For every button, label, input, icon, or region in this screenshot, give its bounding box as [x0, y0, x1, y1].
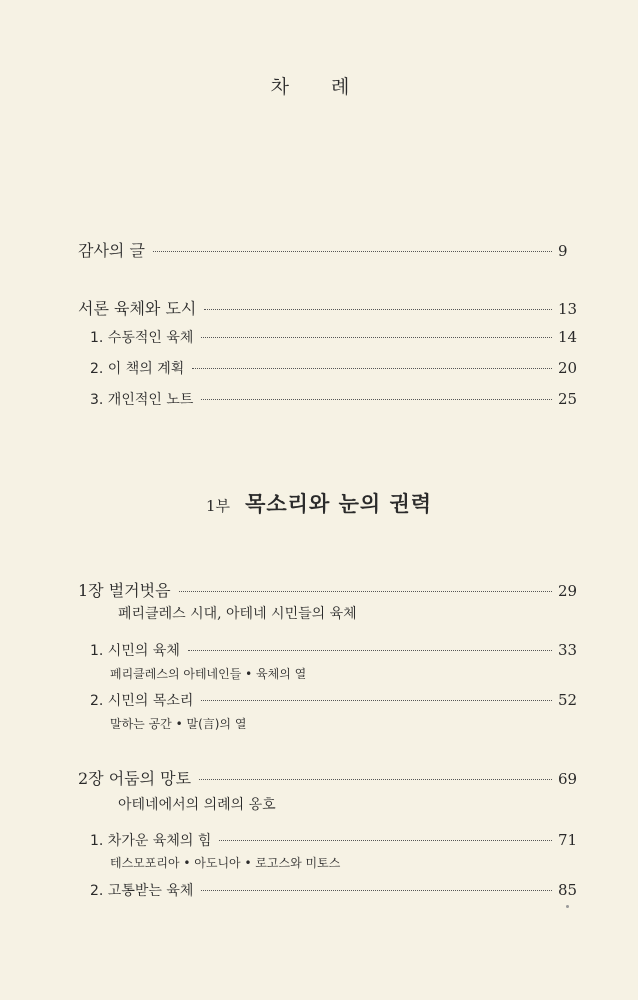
section-description: 테스모포리아 • 아도니아 • 로고스와 미토스: [110, 856, 341, 870]
toc-entry-chapter-1[interactable]: [0, 578, 638, 601]
chapter-subtitle: 아테네에서의 의례의 옹호: [118, 797, 276, 813]
toc-entry-page: 29: [558, 582, 578, 600]
toc-title: 차 례: [270, 76, 368, 98]
dot-leader: [201, 700, 552, 701]
toc-entry-page: 25: [558, 390, 578, 408]
toc-entry-chapter-1-section-2[interactable]: [0, 690, 638, 710]
toc-entry-acknowledgment[interactable]: [0, 238, 638, 261]
toc-entry-page: 71: [558, 831, 578, 849]
toc-entry-label: 2. 이 책의 계획: [90, 361, 185, 377]
toc-entry-page: 52: [558, 691, 578, 709]
section-description: 페리클레스의 아테네인들 • 육체의 열: [110, 667, 307, 681]
part-number: 1부: [205, 497, 231, 515]
toc-entry-label: 1. 수동적인 육체: [90, 330, 194, 346]
toc-entry-label: 3. 개인적인 노트: [90, 392, 194, 408]
dot-leader: [201, 337, 552, 338]
toc-entry-label: 1. 시민의 육체: [90, 643, 180, 659]
toc-entry-label: 2. 고통받는 육체: [90, 883, 194, 899]
toc-entry-page: 20: [558, 359, 578, 377]
toc-entry-label: 감사의 글: [78, 241, 145, 260]
toc-entry-chapter-2-section-2[interactable]: [0, 880, 638, 900]
chapter-subtitle: 페리클레스 시대, 아테네 시민들의 육체: [118, 606, 357, 622]
toc-entry-intro-1[interactable]: [0, 327, 638, 347]
dot-leader: [199, 779, 552, 780]
toc-entry-page: 85: [558, 881, 578, 899]
toc-entry-chapter-2-section-1[interactable]: [0, 830, 638, 850]
toc-entry-label: 1장 벌거벗음: [78, 581, 171, 600]
toc-entry-intro-2[interactable]: [0, 358, 638, 378]
section-description: 말하는 공간 • 말(言)의 열: [110, 717, 247, 731]
part-heading: [0, 488, 638, 518]
dot-leader: [201, 890, 552, 891]
dot-leader: [201, 399, 552, 400]
toc-entry-label: 2. 시민의 목소리: [90, 693, 194, 709]
toc-entry-label: 2장 어둠의 망토: [78, 769, 192, 788]
toc-entry-label: 1. 차가운 육체의 힘: [90, 833, 212, 849]
toc-entry-intro-3[interactable]: [0, 389, 638, 409]
toc-entry-chapter-2[interactable]: [0, 766, 638, 789]
dot-leader: [204, 309, 552, 310]
dot-leader: [179, 591, 552, 592]
dot-leader: [219, 840, 552, 841]
part-title: 목소리와 눈의 권력: [245, 491, 433, 516]
dot-leader: [192, 368, 552, 369]
toc-entry-page: 13: [558, 300, 578, 318]
toc-entry-page: 9: [558, 242, 568, 260]
paper-speck: [566, 905, 569, 908]
toc-entry-label: 서론 육체와 도시: [78, 299, 197, 318]
toc-entry-intro[interactable]: [0, 296, 638, 319]
dot-leader: [188, 650, 552, 651]
toc-entry-page: 69: [558, 770, 578, 788]
toc-entry-page: 33: [558, 641, 578, 659]
toc-entry-chapter-1-section-1[interactable]: [0, 640, 638, 660]
dot-leader: [153, 251, 552, 252]
toc-entry-page: 14: [558, 328, 578, 346]
